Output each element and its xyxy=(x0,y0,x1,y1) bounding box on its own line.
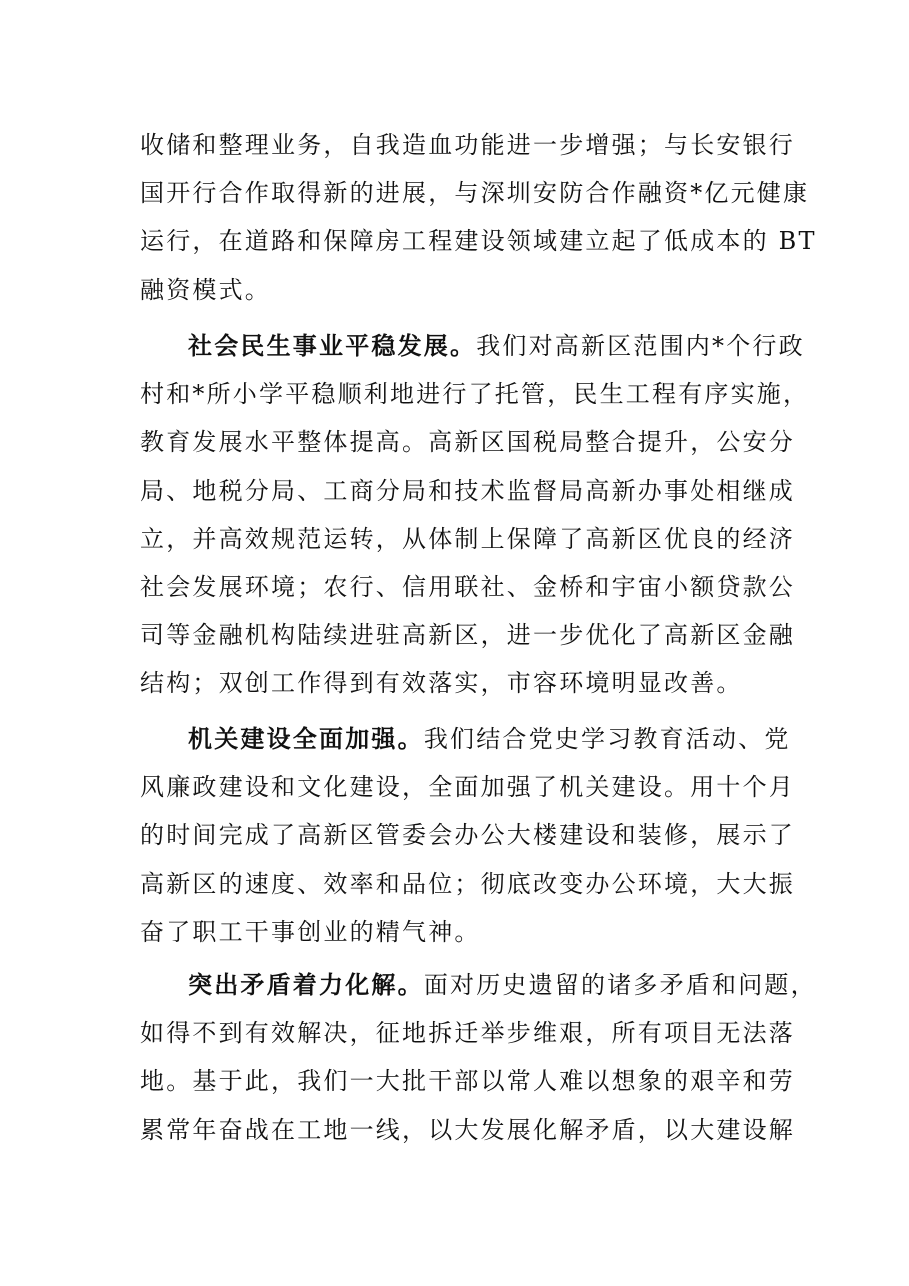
text-span: 面对历史遗留的诸多矛盾和问题， xyxy=(423,971,817,999)
text-line xyxy=(140,715,791,763)
text-line xyxy=(140,322,805,370)
text-line: 累常年奋战在工地一线，以大发展化解矛盾，以大建设解 xyxy=(140,1115,795,1144)
text-span: 我们对高新区范围内*个行政 xyxy=(476,332,805,360)
text-line: 运行，在道路和保障房工程建设领域建立起了低成本的 BT xyxy=(140,227,817,256)
text-line: 奋了职工干事创业的精气神。 xyxy=(140,917,481,946)
text-line: 国开行合作取得新的进展，与深圳安防合作融资*亿元健康 xyxy=(140,179,810,208)
text-line xyxy=(140,961,817,1009)
paragraph-heading: 机关建设全面加强。 xyxy=(188,724,424,753)
text-line: 村和*所小学平稳顺利地进行了托管，民生工程有序实施， xyxy=(140,380,810,409)
paragraph-heading: 突出矛盾着力化解。 xyxy=(188,970,424,999)
text-line: 教育发展水平整体提高。高新区国税局整合提升，公安分 xyxy=(140,428,795,457)
text-line: 结构；双创工作得到有效落实，市容环境明显改善。 xyxy=(140,669,743,698)
text-line: 如得不到有效解决，征地拆迁举步维艰，所有项目无法落 xyxy=(140,1019,795,1048)
paragraph-agency-building xyxy=(140,715,795,956)
text-line: 融资模式。 xyxy=(140,275,271,304)
text-line: 立，并高效规范运转，从体制上保障了高新区优良的经济 xyxy=(140,524,795,553)
text-line: 收储和整理业务，自我造血功能进一步增强；与长安银行 xyxy=(140,131,795,159)
text-line: 社会发展环境；农行、信用联社、金桥和宇宙小额贷款公 xyxy=(140,572,795,601)
text-line: 局、地税分局、工商分局和技术监督局高新办事处相继成 xyxy=(140,476,795,505)
text-line: 风廉政建设和文化建设，全面加强了机关建设。用十个月 xyxy=(140,773,795,802)
text-span: 我们结合党史学习教育活动、党 xyxy=(423,725,791,753)
text-line: 高新区的速度、效率和品位；彻底改变办公环境，大大振 xyxy=(140,869,795,898)
paragraph-financing xyxy=(140,121,817,314)
text-line: 的时间完成了高新区管委会办公大楼建设和装修，展示了 xyxy=(140,821,795,850)
paragraph-conflict-resolution xyxy=(140,961,817,1154)
text-line: 司等金融机构陆续进驻高新区，进一步优化了高新区金融 xyxy=(140,621,795,650)
paragraph-heading: 社会民生事业平稳发展。 xyxy=(188,331,477,360)
text-line: 地。基于此，我们一大批干部以常人难以想象的艰辛和劳 xyxy=(140,1067,795,1096)
paragraph-social-livelihood xyxy=(140,322,810,708)
